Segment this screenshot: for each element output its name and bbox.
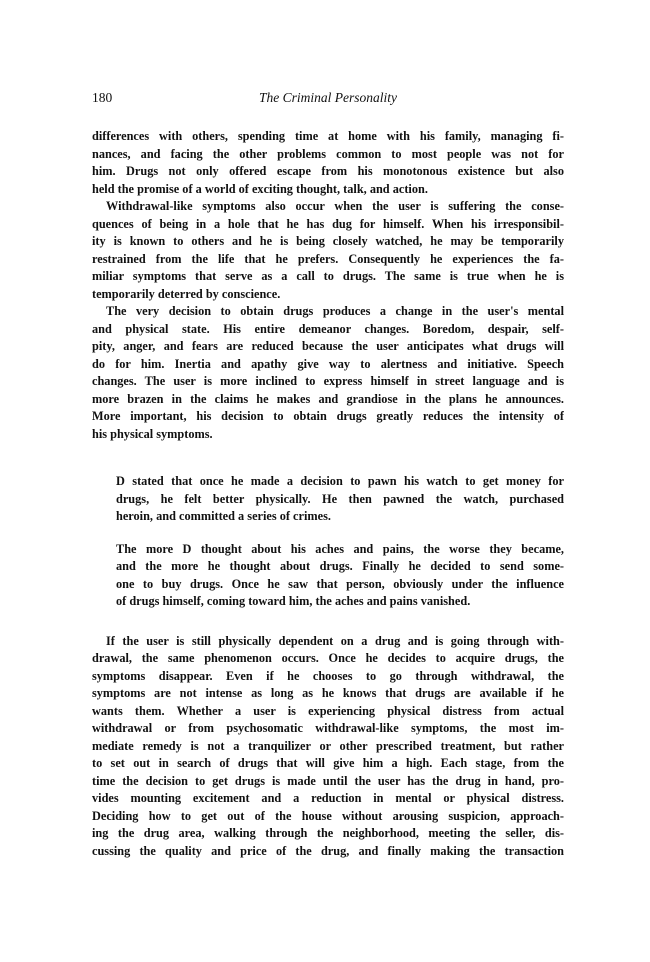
text-line: The more D thought about his aches and pains, the worse they became, [116,541,564,556]
text-line: Withdrawal-like symptoms also occur when the user is suffering the conse- [106,199,564,213]
text-line: symptoms disappear. Even if he chooses to go through withdrawal, the [92,668,564,683]
text-line: one to buy drugs. Once he saw that person, obviously under the influence [116,576,564,591]
text-line: to set out in search of drugs that will give him a high. Each stage, from the [92,756,564,770]
text-line: symptoms are not intense as long as he knows that drugs are available if he [92,686,564,700]
text-line: vides mounting excitement and a reduction in mental or physical distress. [92,791,564,805]
text-line: and physical state. His entire demeanor changes. Boredom, despair, self- [92,321,564,336]
text-line: More important, his decision to obtain drugs greatly reduces the intensity of [92,409,564,423]
text-line: differences with others, spending time at home with his family, managing fi- [92,129,564,143]
page-body [92,128,564,860]
text-line: heroin, and committed a series of crimes. [116,509,331,523]
text-line: miliar symptoms that serve as a call to drugs. The same is true when he is [92,269,564,283]
text-line: changes. The user is more inclined to express himself in street language and is [92,374,564,388]
text-line: drugs, he felt better physically. He then pawned the watch, purchased [116,491,564,506]
text-line: The very decision to obtain drugs produces a change in the user's mental [106,304,564,318]
text-line: nances, and facing the other problems common to most people was not for [92,146,564,161]
text-line: time the decision to get drugs is made until the user has the drug in hand, pro- [92,773,564,788]
paragraph-decision-to-obtain-drugs [92,303,564,443]
text-line: drawal, the same phenomenon occurs. Once he decides to acquire drugs, the [92,651,564,665]
paragraph-withdrawal-like-symptoms [92,198,564,303]
page-number: 180 [92,90,113,105]
text-line: ing the drug area, walking through the neighborhood, meeting the seller, dis- [92,826,564,840]
paragraph-physically-dependent [92,633,564,861]
text-line: him. Drugs not only offered escape from his monotonous existence but also [92,164,564,178]
text-line: pity, anger, and fears are reduced because the user anticipates what drugs will [92,339,564,353]
text-line: mediate remedy is not a tranquilizer or other prescribed treatment, but rather [92,738,564,753]
paragraph-continuation [92,128,564,198]
text-line: D stated that once he made a decision to pawn his watch to get money for [116,474,564,488]
text-line: and the more he thought about drugs. Finally he decided to send some- [116,559,564,573]
text-line: If the user is still physically dependent on a drug and is going through with- [106,633,564,648]
block-quote-pawned-watch [116,473,564,526]
text-line: temporarily deterred by conscience. [92,286,281,301]
text-line: wants them. Whether a user is experiencing physical distress from actual [92,703,564,718]
text-line: cussing the quality and price of the drug, and finally making the transaction [92,843,564,858]
text-line: quences of being in a hole that he has dug for himself. When his irresponsibil- [92,216,564,231]
text-line: withdrawal or from psychosomatic withdrawal-like symptoms, the most im- [92,721,564,735]
text-line: his physical symptoms. [92,426,213,441]
text-line: ity is known to others and he is being closely watched, he may be temporarily [92,234,564,248]
text-line: of drugs himself, coming toward him, the aches and pains vanished. [116,594,471,608]
text-line: held the promise of a world of exciting thought, talk, and action. [92,181,428,196]
text-line: Deciding how to get out of the house without arousing suspicion, approach- [92,808,564,823]
text-line: do for him. Inertia and apathy give way to alertness and initiative. Speech [92,356,564,371]
page-header [92,90,564,108]
running-title: The Criminal Personality [259,90,397,105]
text-line: restrained from the life that he prefers. Consequently he experiences the fa- [92,251,564,266]
text-line: more brazen in the claims he makes and grandiose in the plans he announces. [92,391,564,406]
block-quote-aches-and-pains [116,541,564,611]
